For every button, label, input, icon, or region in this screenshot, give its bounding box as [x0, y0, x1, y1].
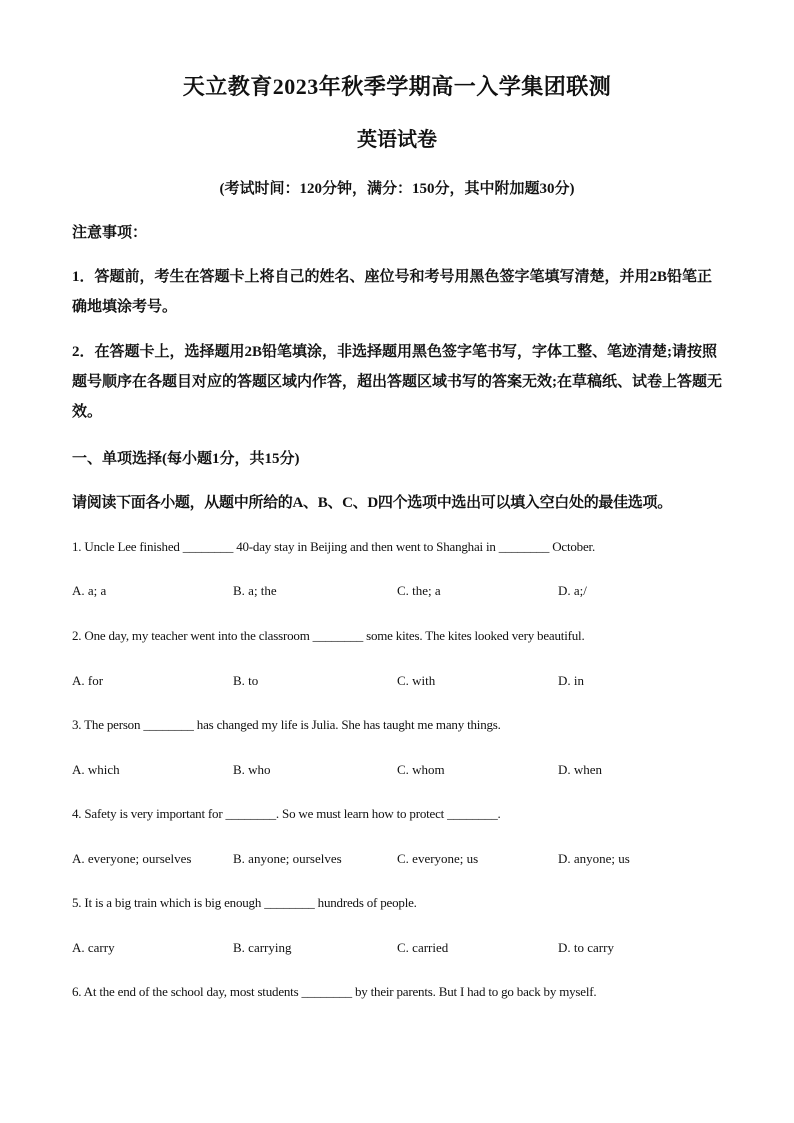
- option-a: A. a; a: [72, 583, 107, 598]
- option-d: D. anyone; us: [558, 851, 630, 866]
- option-b: B. to: [233, 673, 259, 688]
- options-row: [72, 762, 732, 782]
- options-row: [72, 673, 732, 693]
- option-a: A. everyone; ourselves: [72, 851, 192, 866]
- section-instruction: 请阅读下面各小题，从题中所给的A、B、C、D四个选项中选出可以填入空白处的最佳选项。: [72, 495, 672, 511]
- notice-item-1: 1．答题前，考生在答题卡上将自己的姓名、座位号和考号用黑色签字笔填写清楚，并用2B铅笔正确地填涂考号。: [72, 269, 713, 315]
- notice-item-2: 2．在答题卡上，选择题用2B铅笔填涂，非选择题用黑色签字笔书写，字体工整、笔迹清楚;请按照题号顺序在各题目对应的答题区域内作答，超出答题区域书写的答案无效;在草稿纸、试卷上答题无效。: [72, 344, 722, 420]
- option-c: C. whom: [397, 762, 445, 777]
- option-c: C. the; a: [397, 583, 441, 598]
- exam-info: (考试时间：120分钟，满分：150分，其中附加题30分): [219, 181, 575, 197]
- option-a: A. which: [72, 762, 120, 777]
- question-stem: 3. The person ________ has changed my life is Julia. She has taught me many things.: [72, 717, 501, 732]
- exam-title: 天立教育2023年秋季学期高一入学集团联测: [182, 74, 612, 99]
- options-row: [72, 583, 732, 603]
- options-row: [72, 940, 732, 960]
- options-row: [72, 851, 732, 871]
- question-stem: 5. It is a big train which is big enough ________ hundreds of people.: [72, 895, 417, 910]
- option-a: A. for: [72, 673, 104, 688]
- option-c: C. everyone; us: [397, 851, 479, 866]
- question-stem: 1. Uncle Lee finished ________ 40-day stay in Beijing and then went to Shanghai in ________ October.: [72, 539, 596, 554]
- option-d: D. in: [558, 673, 584, 688]
- question-stem: 4. Safety is very important for ________. So we must learn how to protect ________.: [72, 806, 501, 821]
- question-stem: 2. One day, my teacher went into the classroom ________ some kites. The kites looked very beautiful.: [72, 628, 585, 643]
- notice-heading: 注意事项：: [72, 225, 148, 241]
- option-c: C. carried: [397, 940, 449, 955]
- option-d: D. to carry: [558, 940, 614, 955]
- option-d: D. a;/: [558, 583, 587, 598]
- option-b: B. who: [233, 762, 271, 777]
- option-b: B. carrying: [233, 940, 292, 955]
- option-a: A. carry: [72, 940, 115, 955]
- option-b: B. a; the: [233, 583, 277, 598]
- option-d: D. when: [558, 762, 603, 777]
- question-stem: 6. At the end of the school day, most students ________ by their parents. But I had to go back by myself.: [72, 984, 597, 999]
- option-b: B. anyone; ourselves: [233, 851, 342, 866]
- exam-subject: 英语试卷: [357, 129, 437, 151]
- option-c: C. with: [397, 673, 436, 688]
- section-heading: 一、单项选择(每小题1分，共15分): [72, 451, 300, 467]
